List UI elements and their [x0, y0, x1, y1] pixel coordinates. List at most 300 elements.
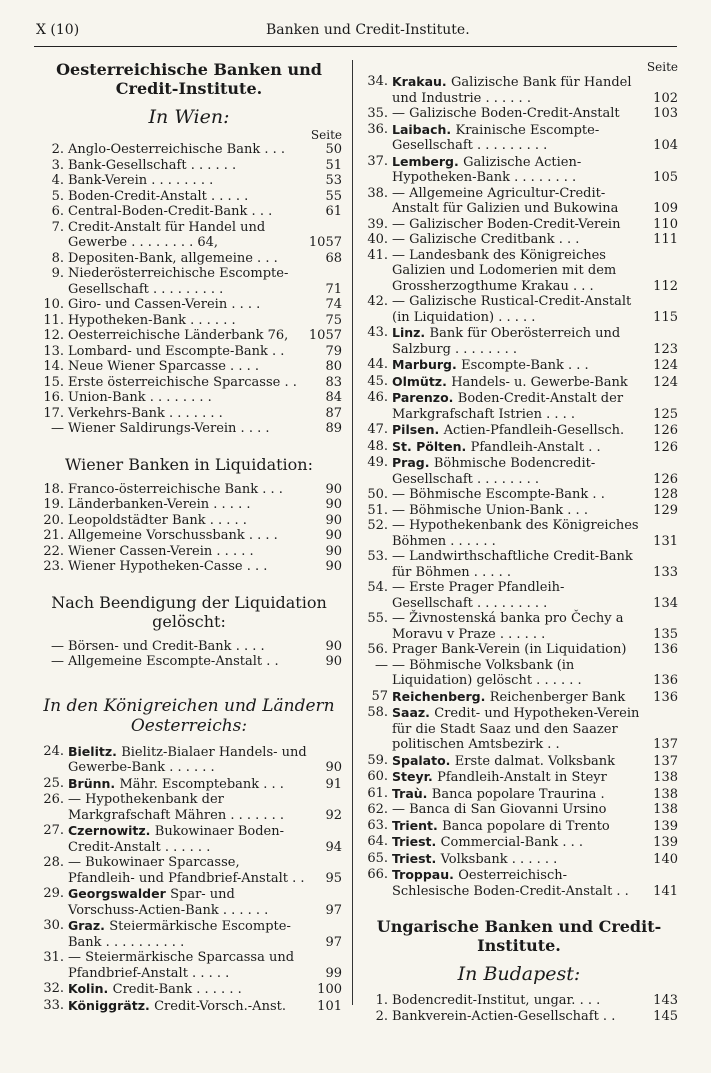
entry-page: 143 [653, 993, 678, 1008]
entry-place: Kolin. [68, 981, 113, 996]
entry-text: — Galizische Rustical-Credit-Anstalt (in Liquidation) . . . . . [392, 294, 632, 325]
entry-page: 74 [325, 297, 342, 312]
entry-place: Triest. [392, 850, 441, 866]
index-entry [36, 220, 342, 251]
subsection-title-wien: In Wien: [148, 106, 230, 128]
entry-number: 38. [367, 185, 388, 201]
entry-number: 8. [51, 250, 64, 266]
entry-text: Kolin. Credit-Bank . . . . . . [68, 981, 242, 997]
entry-page: 100 [317, 982, 342, 997]
index-entry [360, 993, 678, 1009]
index-entry [360, 487, 678, 503]
entry-place: Graz. [68, 918, 110, 933]
entry-page: 89 [325, 421, 342, 436]
entry-page: 71 [325, 281, 342, 297]
index-entry [360, 106, 678, 122]
entry-text: Central-Boden-Credit-Bank . . . [68, 204, 273, 219]
entry-number: 49. [367, 455, 388, 470]
entry-text: Saaz. Credit- und Hypotheken-Verein für die Stadt Saaz und den Saazer politischen Amtsbezirk . . [392, 705, 640, 752]
entry-page: 138 [653, 802, 678, 817]
entry-number: 13. [43, 343, 64, 359]
entry-place: Georgswalder [68, 886, 171, 901]
entry-page: 139 [653, 835, 678, 850]
section-title-ungarn: Ungarische Banken und Credit-Institute. [376, 917, 662, 955]
entry-place: Parenzo. [392, 390, 458, 405]
entry-text: Czernowitz. Bukowinaer Boden-Credit-Anstalt . . . . . . [68, 823, 285, 855]
entry-page: 90 [325, 481, 342, 497]
entry-number: 4. [51, 173, 64, 188]
entry-text: Königgrätz. Credit-Vorsch.-Anst. [68, 997, 286, 1014]
index-entry [360, 689, 678, 706]
entry-page: 135 [653, 626, 678, 642]
index-entry [36, 744, 342, 776]
index-entry [36, 158, 342, 174]
provinces-list [360, 74, 678, 899]
entry-text: — Galizische Boden-Credit-Anstalt [392, 106, 620, 121]
entry-number: 50. [367, 487, 388, 502]
entry-page: 124 [653, 358, 678, 373]
entry-page: 90 [325, 512, 342, 528]
entry-page: 95 [325, 870, 342, 886]
entry-page: 141 [653, 883, 678, 899]
entry-page: 55 [325, 188, 342, 204]
entry-page: 102 [653, 90, 678, 106]
entry-page: 83 [325, 374, 342, 390]
index-entry [36, 173, 342, 189]
entry-number: 26. [43, 792, 64, 807]
entry-text: Triest. Volksbank . . . . . . [392, 850, 558, 867]
index-entry [360, 154, 678, 186]
entry-text: Laibach. Krainische Escompte-Gesellschaft . . . . . . . . . [392, 121, 600, 153]
entry-number: 39. [367, 216, 388, 232]
entry-number: 44. [367, 357, 388, 372]
entry-text: — Landesbank des Königreiches Galizien und Lodomerien mit dem Grossherzogthume Krakau . . . [392, 247, 617, 294]
index-entry [360, 186, 678, 217]
entry-page: 109 [653, 201, 678, 216]
geloescht-list [36, 639, 342, 670]
entry-page: 97 [325, 902, 342, 918]
entry-text: Bank-Verein . . . . . . . . [68, 173, 214, 188]
seite-label: Seite [310, 128, 342, 142]
entry-page: 90 [325, 497, 342, 512]
entry-text: Länderbanken-Verein . . . . . [68, 497, 251, 512]
entry-number: 64. [367, 834, 388, 849]
left-column [36, 60, 342, 1014]
section-title-oesterreich: Oesterreichische Banken und Credit-Institute. [56, 60, 322, 98]
entry-page: 145 [653, 1008, 678, 1024]
entry-page: 125 [653, 406, 678, 422]
entry-page: 126 [653, 439, 678, 455]
entry-number: 16. [43, 390, 64, 405]
index-entry [360, 834, 678, 851]
entry-text: — Landwirthschaftliche Credit-Bank für Böhmen . . . . . [392, 549, 633, 580]
index-entry [36, 375, 342, 391]
index-entry [360, 503, 678, 519]
entry-page: 61 [325, 204, 342, 219]
entry-place: Trient. [392, 817, 443, 833]
running-title: Banken und Credit-Institute. [266, 22, 470, 38]
entry-number: 18. [43, 481, 64, 497]
entry-text: Brünn. Mähr. Escomptebank . . . [68, 775, 284, 792]
entry-text: Bankverein-Actien-Gesellschaft . . [392, 1008, 616, 1024]
entry-place: Czernowitz. [68, 823, 155, 838]
entry-number: 21. [43, 528, 64, 543]
entry-page: 123 [653, 341, 678, 357]
index-entry [360, 802, 678, 818]
entry-number: 9. [51, 266, 64, 281]
koenigreiche-list [36, 744, 342, 1015]
entry-place: Saaz. [392, 705, 435, 720]
index-entry [36, 497, 342, 513]
entry-text: — Böhmische Volksbank (in Liquidation) gelöscht . . . . . . [392, 657, 582, 688]
entry-page: 94 [325, 839, 342, 855]
entry-place: St. Pölten. [392, 438, 471, 454]
entry-number: 3. [51, 157, 64, 173]
entry-page: 51 [325, 157, 342, 173]
entry-text: Pilsen. Actien-Pfandleih-Gesellsch. [392, 422, 625, 438]
entry-place: Brünn. [68, 775, 120, 791]
subsection-title-budapest: In Budapest: [457, 963, 581, 985]
entry-page: 136 [653, 673, 678, 688]
entry-text: — Böhmische Union-Bank . . . [392, 502, 588, 518]
entry-text: — Böhmische Escompte-Bank . . [392, 487, 605, 502]
entry-number: — [51, 421, 64, 436]
entry-number: 47. [367, 422, 388, 437]
entry-number: 65. [367, 850, 388, 866]
entry-page: 99 [325, 965, 342, 981]
entry-page: 103 [653, 106, 678, 121]
index-entry [360, 769, 678, 786]
entry-place: Triest. [392, 834, 441, 849]
entry-text: Prag. Böhmische Bodencredit-Gesellschaft . . . . . . . . [392, 455, 596, 487]
index-entry [36, 421, 342, 437]
header-rule [34, 46, 677, 47]
index-entry [36, 918, 342, 950]
entry-text: Triest. Commercial-Bank . . . [392, 834, 584, 850]
index-entry [36, 328, 342, 344]
entry-place: Laibach. [392, 121, 456, 137]
index-entry [360, 232, 678, 248]
entry-number: — [51, 654, 64, 669]
entry-text: Wiener Cassen-Verein . . . . . [68, 543, 254, 559]
index-entry [360, 851, 678, 868]
entry-text: Trient. Banca popolare di Trento [392, 817, 610, 834]
entry-number: 61. [367, 785, 388, 801]
index-entry [36, 981, 342, 998]
entry-number: 10. [43, 297, 64, 312]
index-entry [360, 248, 678, 295]
entry-number: 14. [43, 359, 64, 374]
index-entry [360, 580, 678, 611]
entry-text: Lombard- und Escompte-Bank . . [68, 343, 285, 359]
entry-number: 19. [43, 497, 64, 512]
entry-text: Allgemeine Vorschussbank . . . . [68, 528, 278, 543]
entry-number: 59. [367, 752, 388, 768]
entry-text: Boden-Credit-Anstalt . . . . . [68, 188, 249, 204]
page-header [36, 22, 675, 42]
entry-number: 5. [51, 188, 64, 204]
entry-text: — Živnostenská banka pro Čechy a Moravu v Praze . . . . . . [392, 611, 624, 642]
index-entry [360, 294, 678, 325]
index-entry [36, 251, 342, 267]
entry-page: 137 [653, 737, 678, 752]
entry-page: 90 [325, 528, 342, 543]
entry-page: 90 [325, 760, 342, 775]
entry-text: Oesterreichische Länderbank 76, [68, 328, 289, 343]
entry-text: Credit-Anstalt für Handel und Gewerbe . . . . . . . . 64, [68, 219, 266, 250]
entry-number: 22. [43, 543, 64, 559]
entry-number: 33. [43, 997, 64, 1013]
entry-text: Steyr. Pfandleih-Anstalt in Steyr [392, 769, 607, 785]
entry-text: Marburg. Escompte-Bank . . . [392, 357, 589, 373]
entry-page: 129 [653, 502, 678, 518]
seite-label: Seite [646, 60, 678, 74]
entry-page: 104 [653, 138, 678, 153]
entry-text: Krakau. Galizische Bank für Handel und Industrie . . . . . . [392, 74, 632, 106]
entry-page: 90 [325, 543, 342, 559]
index-entry [36, 654, 342, 670]
entry-page: 97 [325, 934, 342, 950]
entry-text: Olmütz. Handels- u. Gewerbe-Bank [392, 373, 628, 390]
entry-text: Wiener Saldirungs-Verein . . . . [68, 421, 270, 436]
index-entry [36, 544, 342, 560]
entry-text: Anglo-Oesterreichische Bank . . . [68, 142, 285, 157]
entry-place: Pilsen. [392, 422, 444, 437]
index-entry [360, 1009, 678, 1025]
index-entry [360, 867, 678, 899]
entry-page: 90 [325, 559, 342, 574]
entry-page: 53 [325, 173, 342, 188]
index-entry [36, 855, 342, 886]
entry-page: 110 [653, 216, 678, 232]
entry-number: 62. [367, 802, 388, 817]
entry-number: 57 [371, 688, 388, 704]
index-entry [36, 950, 342, 981]
entry-text: Bank-Gesellschaft . . . . . . [68, 157, 237, 173]
entry-number: 34. [367, 74, 388, 89]
entry-number: 55. [367, 611, 388, 626]
entry-number: 66. [367, 867, 388, 882]
entry-text: Reichenberg. Reichenberger Bank [392, 688, 626, 705]
entry-number: 28. [43, 855, 64, 870]
entry-page: 138 [653, 786, 678, 802]
entry-number: 6. [51, 204, 64, 219]
entry-text: — Hypothekenbank der Markgrafschaft Mähren . . . . . . . [68, 792, 285, 823]
entry-text: — Allgemeine Agricultur-Credit-Anstalt für Galizien und Bukowina [392, 185, 619, 216]
entry-number: 58. [367, 705, 388, 720]
entry-page: 68 [325, 250, 342, 266]
entry-page: 80 [325, 359, 342, 374]
entry-page: 90 [325, 638, 342, 654]
page-number: X (10) [36, 22, 80, 38]
index-entry [36, 266, 342, 297]
entry-number: 54. [367, 580, 388, 595]
entry-text: — Galizische Creditbank . . . [392, 232, 580, 247]
entry-number: 25. [43, 775, 64, 791]
entry-text: Depositen-Bank, allgemeine . . . [68, 250, 278, 266]
entry-text: — Steiermärkische Sparcassa und Pfandbrief-Anstalt . . . . . [68, 950, 295, 981]
entry-number: 17. [43, 405, 64, 421]
entry-number: — [51, 638, 64, 654]
entry-page: 79 [325, 343, 342, 359]
subsection-title-geloescht: Nach Beendigung der Liquidation gelöscht: [51, 592, 327, 631]
entry-number: 29. [43, 886, 64, 901]
entry-page: 115 [653, 309, 678, 325]
entry-number: 24. [43, 743, 64, 759]
entry-place: Olmütz. [392, 373, 452, 389]
entry-number: 27. [43, 823, 64, 838]
entry-number: 2. [375, 1008, 388, 1024]
entry-page: 50 [325, 142, 342, 157]
entry-text: Börsen- und Credit-Bank . . . . [68, 638, 265, 654]
entry-page: 139 [653, 818, 678, 834]
right-column [360, 60, 678, 1024]
entry-place: Prag. [392, 455, 434, 470]
index-entry [360, 357, 678, 374]
entry-text: — Erste Prager Pfandleih-Gesellschaft . . . . . . . . . [392, 580, 565, 611]
entry-number: 32. [43, 981, 64, 996]
index-entry [36, 142, 342, 158]
entry-page: 101 [317, 998, 342, 1014]
entry-number: 12. [43, 328, 64, 343]
entry-page: 105 [653, 170, 678, 185]
entry-text: Niederösterreichische Escompte-Gesellschaft . . . . . . . . . [68, 266, 289, 297]
index-entry [360, 422, 678, 439]
entry-place: Steyr. [392, 769, 438, 784]
entry-text: Troppau. Oesterreichisch-Schlesische Boden-Credit-Anstalt . . [392, 867, 629, 899]
entry-place: Krakau. [392, 74, 452, 89]
index-entry [360, 374, 678, 391]
wien-list [36, 142, 342, 437]
index-entry [36, 528, 342, 544]
entry-page: 133 [653, 564, 678, 580]
index-entry [36, 559, 342, 575]
entry-page: 112 [653, 278, 678, 294]
entry-text: Leopoldstädter Bank . . . . . [68, 512, 247, 528]
index-entry [360, 818, 678, 835]
index-entry [36, 359, 342, 375]
entry-number: 11. [43, 312, 64, 328]
entry-page: 1057 [308, 328, 342, 343]
entry-page: 91 [325, 776, 342, 792]
index-entry [360, 518, 678, 549]
entry-page: 84 [325, 390, 342, 405]
entry-page: 124 [653, 374, 678, 390]
entry-text: Bodencredit-Institut, ungar. . . . [392, 993, 601, 1008]
index-entry [36, 406, 342, 422]
entry-text: Lemberg. Galizische Actien-Hypotheken-Bank . . . . . . . . [392, 153, 582, 185]
entry-text: — Galizischer Boden-Credit-Verein [392, 216, 621, 232]
entry-text: Traù. Banca popolare Traurina . [392, 785, 605, 802]
entry-number: 53. [367, 549, 388, 564]
index-entry [360, 455, 678, 487]
index-entry [36, 998, 342, 1015]
entry-text: Allgemeine Escompte-Anstalt . . [68, 654, 279, 669]
entry-page: 126 [653, 423, 678, 438]
index-entry [360, 642, 678, 658]
entry-number: 31. [43, 950, 64, 965]
entry-number: 45. [367, 373, 388, 389]
entry-number: 1. [375, 993, 388, 1008]
entry-number: 56. [367, 642, 388, 657]
index-entry [36, 513, 342, 529]
index-entry [36, 886, 342, 918]
entry-text: Spalato. Erste dalmat. Volksbank [392, 752, 616, 769]
entry-number: 48. [367, 438, 388, 454]
entry-number: 63. [367, 817, 388, 833]
entry-number: 60. [367, 769, 388, 784]
index-entry [36, 776, 342, 793]
entry-text: Bielitz. Bielitz-Bialaer Handels- und Gewerbe-Bank . . . . . . [68, 743, 307, 775]
entry-place: Königgrätz. [68, 997, 155, 1013]
index-entry [36, 204, 342, 220]
entry-number: 36. [367, 121, 388, 137]
entry-text: Graz. Steiermärkische Escompte-Bank . . . . . . . . . . [68, 918, 291, 950]
budapest-list [360, 993, 678, 1024]
index-entry [36, 639, 342, 655]
entry-text: — Banca di San Giovanni Ursino [392, 802, 607, 817]
entry-text: Parenzo. Boden-Credit-Anstalt der Markgrafschaft Istrien . . . . [392, 390, 624, 422]
entry-number: 43. [367, 325, 388, 340]
entry-place: Troppau. [392, 867, 459, 882]
entry-page: 87 [325, 405, 342, 421]
entry-text: Georgswalder Spar- und Vorschuss-Actien-Bank . . . . . . [68, 886, 269, 918]
index-entry [36, 313, 342, 329]
entry-place: Lemberg. [392, 153, 464, 169]
entry-text: — Bukowinaer Sparcasse, Pfandleih- und Pfandbrief-Anstalt . . [68, 855, 305, 886]
subsection-title-koenigreiche: In den Königreichen und Ländern Oesterreichs: [43, 695, 335, 736]
index-entry [36, 482, 342, 498]
entry-place: Reichenberg. [392, 688, 490, 704]
index-entry [36, 297, 342, 313]
index-entry [360, 74, 678, 106]
entry-number: 20. [43, 512, 64, 528]
liquidation-list [36, 482, 342, 575]
entry-number: 42. [367, 294, 388, 309]
column-divider [352, 60, 353, 1005]
entry-place: Traù. [392, 785, 432, 801]
entry-number: — [375, 657, 388, 673]
index-entry [360, 786, 678, 803]
index-entry [360, 611, 678, 642]
entry-page: 131 [653, 533, 678, 549]
entry-number: 35. [367, 106, 388, 121]
index-entry [36, 792, 342, 823]
entry-place: Marburg. [392, 357, 462, 372]
index-entry [360, 753, 678, 770]
index-entry [360, 390, 678, 422]
entry-page: 136 [653, 689, 678, 705]
entry-page: 92 [325, 807, 342, 823]
entry-number: 41. [367, 247, 388, 263]
index-entry [360, 122, 678, 154]
entry-page: 128 [653, 487, 678, 502]
entry-text: — Hypothekenbank des Königreiches Böhmen . . . . . . [392, 518, 639, 549]
entry-page: 137 [653, 753, 678, 769]
entry-page: 1057 [308, 235, 342, 250]
entry-number: 2. [51, 142, 64, 157]
entry-text: Neue Wiener Sparcasse . . . . [68, 359, 259, 374]
entry-text: Union-Bank . . . . . . . . [68, 390, 212, 405]
entry-text: Linz. Bank für Oberösterreich und Salzburg . . . . . . . . [392, 325, 621, 357]
entry-number: 46. [367, 390, 388, 405]
entry-text: Hypotheken-Bank . . . . . . [68, 312, 236, 328]
entry-number: 40. [367, 232, 388, 247]
index-entry [36, 390, 342, 406]
entry-text: Giro- und Cassen-Verein . . . . [68, 297, 261, 312]
entry-number: 23. [43, 559, 64, 574]
entry-text: Wiener Hypotheken-Casse . . . [68, 559, 268, 574]
